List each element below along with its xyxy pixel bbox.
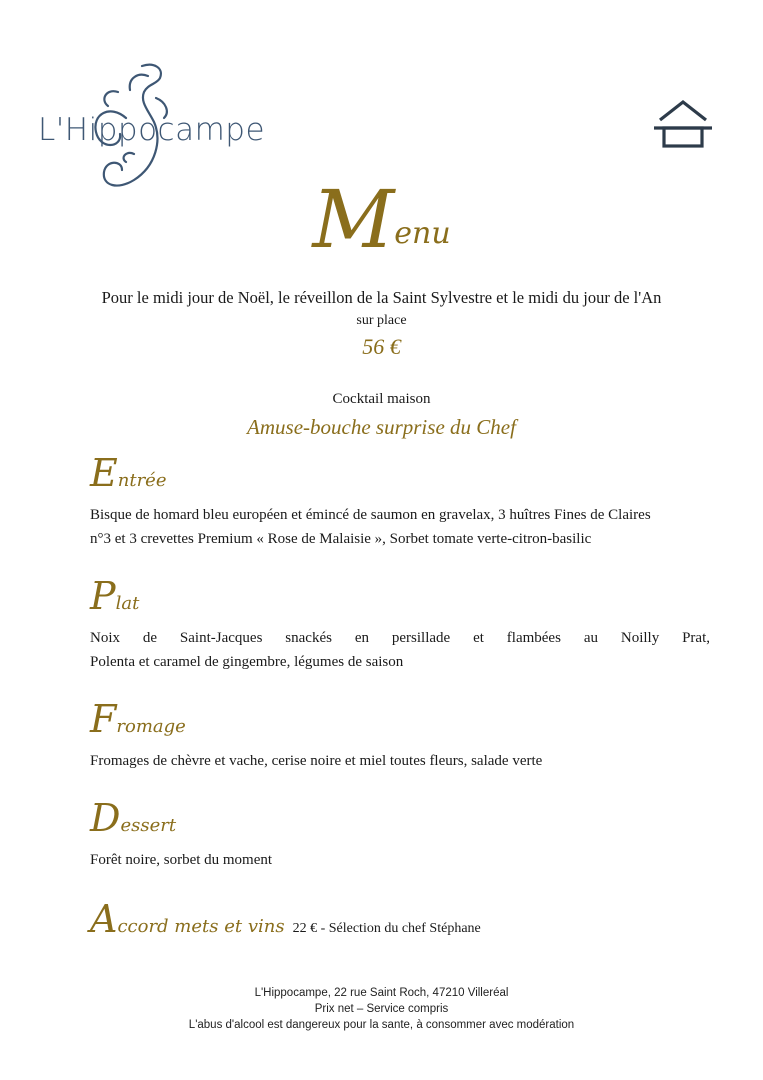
accord-heading xyxy=(90,897,481,941)
section-heading-dessert xyxy=(90,796,177,840)
section-heading-plat xyxy=(90,574,140,618)
section-heading-entree xyxy=(90,451,167,495)
description-line: Noix de Saint-Jacques snackés en persillade et flambées au Noilly Prat, xyxy=(90,630,710,646)
entree-description xyxy=(90,503,710,551)
section-initial: D xyxy=(90,796,121,840)
section-initial: F xyxy=(90,697,117,741)
section-rest: romage xyxy=(116,716,186,737)
description-line: Forêt noire, sorbet du moment xyxy=(90,852,273,868)
service-text: sur place xyxy=(356,313,407,328)
section-rest: lat xyxy=(115,593,140,614)
description-line: Fromages de chèvre et vache, cerise noire et miel toutes fleurs, salade verte xyxy=(90,753,543,769)
accord-rest: ccord mets et vins xyxy=(117,916,285,937)
section-rest: ntrée xyxy=(117,470,167,491)
description-line: Polenta et caramel de gingembre, légumes de saison xyxy=(90,654,404,670)
section-initial: E xyxy=(90,451,118,495)
plat-description xyxy=(90,626,710,674)
footer-pricing: Prix net – Service compris xyxy=(314,1003,449,1015)
footer-warning: L'abus d'alcool est dangereux pour la sante, à consommer avec modération xyxy=(188,1019,575,1031)
brand-name: L'Hippocampe xyxy=(38,112,266,148)
menu-title xyxy=(0,173,763,266)
footer xyxy=(0,985,763,1033)
home-icon[interactable] xyxy=(650,98,716,152)
occasion-text: Pour le midi jour de Noël, le réveillon de la Saint Sylvestre et le midi du jour de l'An xyxy=(101,288,662,307)
menu-title-initial: M xyxy=(312,173,395,266)
description-line: n°3 et 3 crevettes Premium « Rose de Malaisie », Sorbet tomate verte-citron-basilic xyxy=(90,531,592,547)
section-rest: essert xyxy=(120,815,177,836)
accord-note: 22 € - Sélection du chef Stéphane xyxy=(292,921,481,936)
description-line: Bisque de homard bleu européen et émincé de saumon en gravelax, 3 huîtres Fines de Claires xyxy=(90,507,651,523)
cocktail-text: Cocktail maison xyxy=(332,391,431,407)
footer-address: L'Hippocampe, 22 rue Saint Roch, 47210 Villeréal xyxy=(254,987,509,999)
menu-title-rest: enu xyxy=(394,216,451,251)
fromage-description xyxy=(90,749,710,773)
accord-initial: A xyxy=(90,897,118,941)
amuse-bouche-text: Amuse-bouche surprise du Chef xyxy=(247,415,516,439)
section-initial: P xyxy=(90,574,116,618)
menu-price: 56 € xyxy=(362,334,401,359)
dessert-description xyxy=(90,848,710,872)
section-heading-fromage xyxy=(90,697,186,741)
